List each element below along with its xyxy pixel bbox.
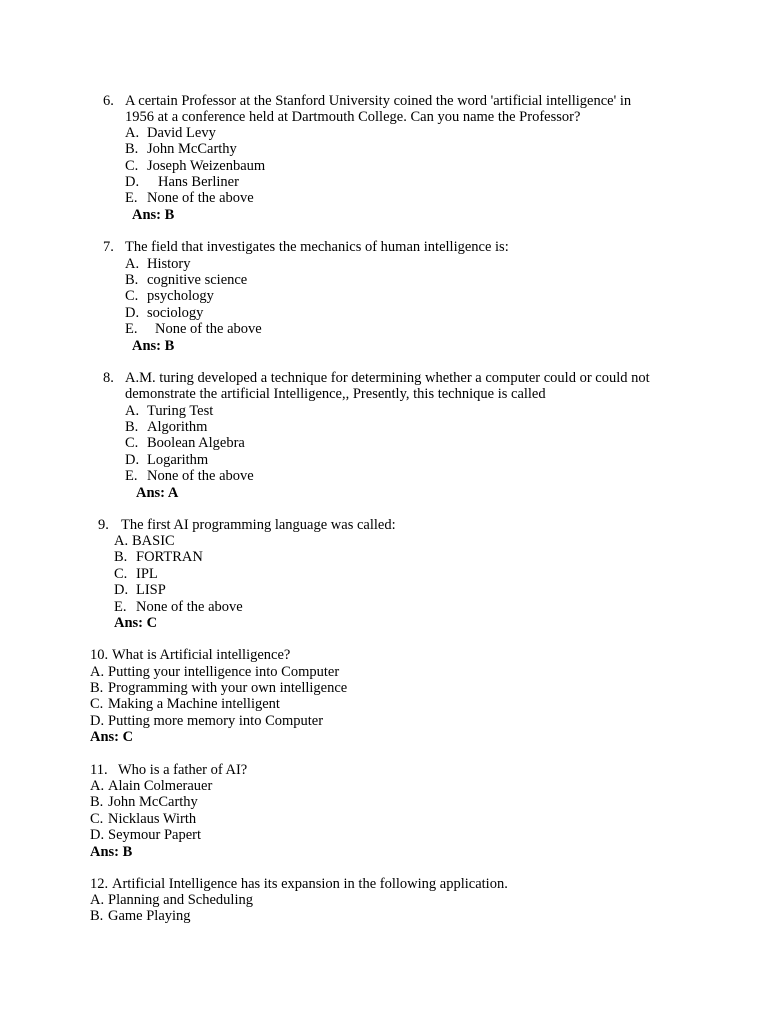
question-number: 10. [90,647,109,663]
option-letter: B. [90,794,104,810]
option-letter: C. [125,288,139,304]
option-letter: A. [90,778,105,794]
option-text: History [147,256,191,272]
option-text: David Levy [147,125,216,141]
option-letter: A. [125,125,140,141]
option-letter: E. [125,468,138,484]
option-letter: A. [114,533,129,549]
question-text: What is Artificial intelligence? [112,647,291,663]
option-text: LISP [136,582,166,598]
option-text: Alain Colmerauer [108,778,213,794]
option-text: BASIC [132,533,175,549]
option-text: sociology [147,305,204,321]
answer: Ans: B [132,207,175,223]
answer: Ans: B [132,338,175,354]
option-text: Making a Machine intelligent [108,696,280,712]
question-number: 7. [103,239,114,255]
option-text: Hans Berliner [158,174,239,190]
option-letter: B. [125,141,139,157]
option-letter: B. [90,680,104,696]
option-letter: E. [114,599,127,615]
option-text: Seymour Papert [108,827,202,843]
question-number: 6. [103,93,114,109]
option-text: None of the above [155,321,262,337]
option-text: Turing Test [147,403,214,419]
option-letter: C. [125,158,139,174]
option-text: Putting your intelligence into Computer [108,664,340,680]
option-letter: B. [125,419,139,435]
question-number: 12. [90,876,109,892]
option-text: None of the above [136,599,243,615]
option-text: Joseph Weizenbaum [147,158,266,174]
question-text: Artificial Intelligence has its expansion in the following application. [112,876,508,892]
option-letter: B. [114,549,128,565]
option-letter: A. [125,403,140,419]
option-letter: D. [90,827,105,843]
option-text: Algorithm [147,419,208,435]
option-letter: A. [90,892,105,908]
question-text: Who is a father of AI? [118,762,248,778]
option-text: Planning and Scheduling [108,892,253,908]
option-text: psychology [147,288,214,304]
option-letter: E. [125,190,138,206]
option-text: IPL [136,566,158,582]
option-text: Boolean Algebra [147,435,245,451]
option-letter: D. [90,713,105,729]
option-letter: E. [125,321,138,337]
option-letter: D. [114,582,129,598]
option-letter: A. [125,256,140,272]
answer: Ans: C [114,615,158,631]
answer: Ans: C [90,729,134,745]
option-text: None of the above [147,190,254,206]
option-text: Logarithm [147,452,209,468]
option-letter: C. [114,566,128,582]
option-text: None of the above [147,468,254,484]
option-letter: C. [90,811,104,827]
option-letter: D. [125,305,140,321]
option-text: John McCarthy [108,794,198,810]
option-letter: B. [125,272,139,288]
question-text: The field that investigates the mechanics of human intelligence is: [125,239,509,255]
option-letter: B. [90,908,104,924]
answer: Ans: B [90,844,133,860]
option-text: FORTRAN [136,549,203,565]
question-text: The first AI programming language was called: [121,517,396,533]
answer: Ans: A [136,485,179,501]
option-text: Putting more memory into Computer [108,713,324,729]
option-text: Programming with your own intelligence [108,680,348,696]
option-letter: D. [125,174,140,190]
question-text: A certain Professor at the Stanford University coined the word 'artificial intelligence' in [125,93,632,109]
question-text: 1956 at a conference held at Dartmouth College. Can you name the Professor? [125,109,581,125]
option-letter: C. [90,696,104,712]
option-letter: D. [125,452,140,468]
option-text: cognitive science [147,272,248,288]
option-text: Nicklaus Wirth [108,811,197,827]
option-text: Game Playing [108,908,191,924]
option-text: John McCarthy [147,141,237,157]
question-text: demonstrate the artificial Intelligence,, Presently, this technique is called [125,386,546,402]
option-letter: A. [90,664,105,680]
question-number: 9. [98,517,109,533]
option-letter: C. [125,435,139,451]
question-number: 11. [90,762,108,778]
question-text: A.M. turing developed a technique for determining whether a computer could or could not [125,370,650,386]
question-number: 8. [103,370,114,386]
